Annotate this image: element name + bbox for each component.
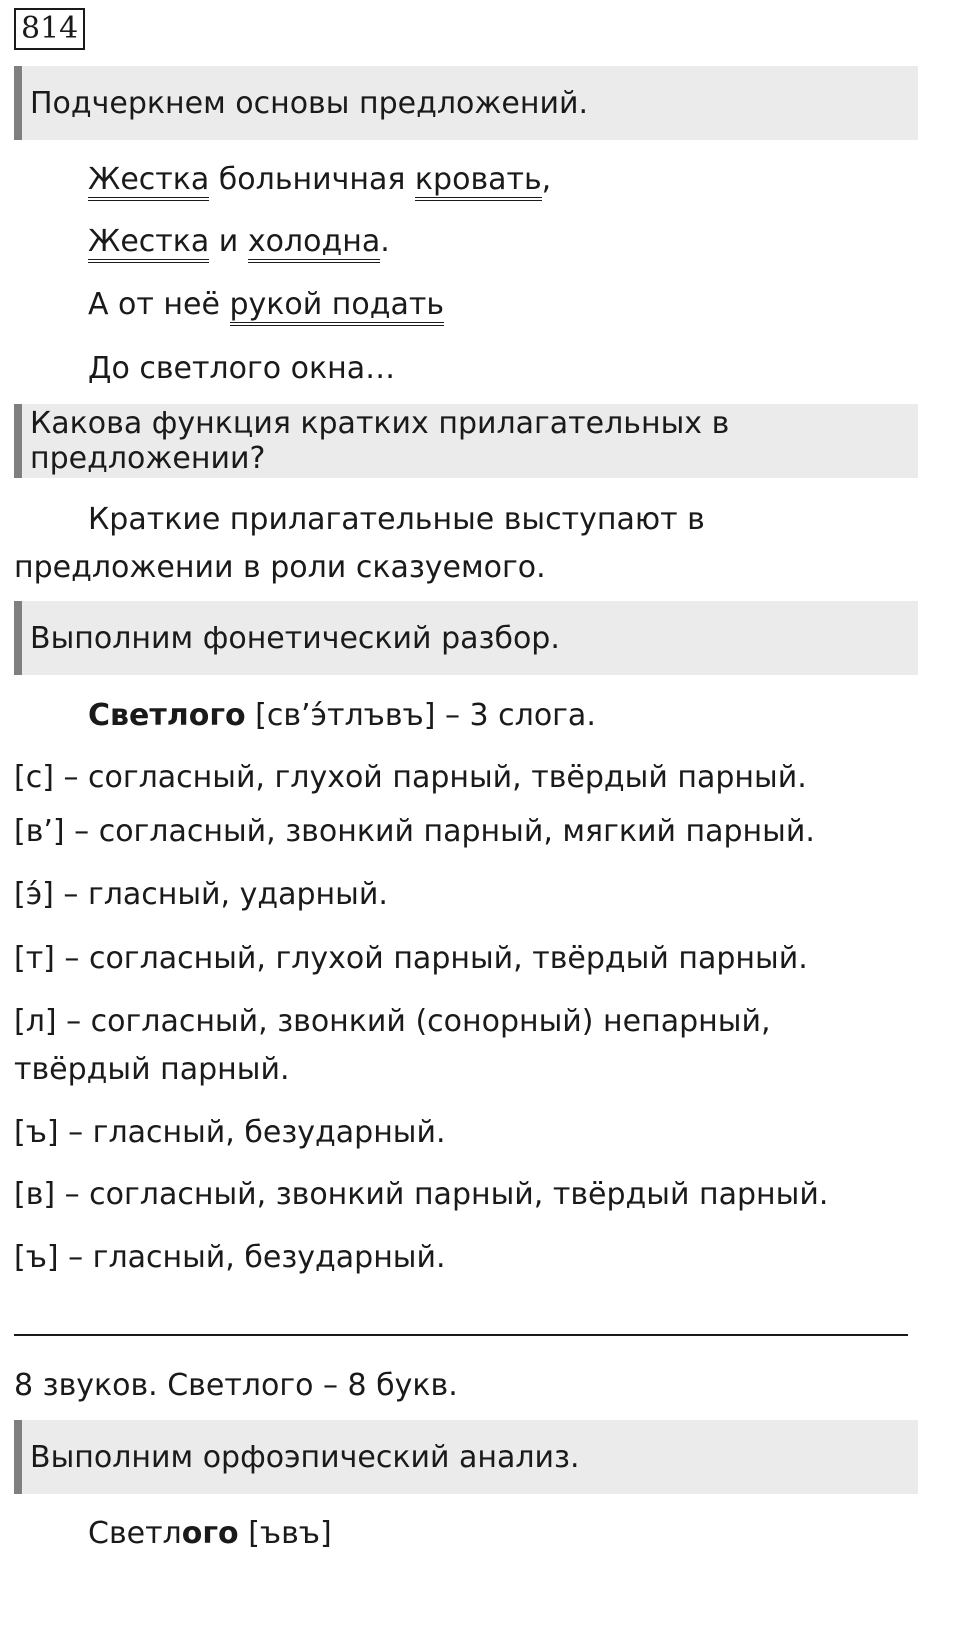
sound-line: [э́] – гласный, ударный. (14, 877, 388, 912)
sound-line: [в] – согласный, звонкий парный, твёрдый парный. (14, 1177, 829, 1212)
sound-line: [л] – согласный, звонкий (сонорный) непарный, твёрдый парный. (14, 1004, 771, 1087)
poem-line-2 (88, 223, 390, 261)
task-bar-phonetic (14, 601, 918, 675)
task-bar-orthoepic (14, 1420, 918, 1494)
exercise-number: 814 (14, 8, 85, 50)
poem-line-3 (88, 286, 444, 324)
task-bar-underline-bases (14, 66, 918, 140)
sound-line: [ъ] – гласный, безударный. (14, 1115, 446, 1150)
poem-punct: , (541, 162, 552, 197)
poem-predicate: холодна (248, 224, 380, 263)
task-text: Выполним фонетический разбор. (30, 620, 560, 656)
poem-punct: . (380, 224, 390, 259)
orthoepic-transcription: [ъвъ] (238, 1516, 332, 1551)
task-text: Какова функция кратких прилагательных в предложении? (30, 406, 730, 476)
poem-subject: Жестка (88, 224, 209, 263)
poem-predicate: кровать (415, 162, 542, 201)
poem-text: До светлого окна… (88, 351, 396, 386)
phonetic-word: Светлого (88, 698, 246, 733)
poem-line-1 (88, 161, 551, 199)
sound-line: [т] – согласный, глухой парный, твёрдый парный. (14, 941, 808, 976)
poem-subject: Жестка (88, 162, 209, 201)
sound-line: [ъ] – гласный, безударный. (14, 1240, 446, 1275)
phonetic-summary: 8 звуков. Светлого – 8 букв. (14, 1368, 458, 1403)
answer-function: Краткие прилагательные выступают в предложении в роли сказуемого. (14, 502, 705, 585)
poem-predicate: рукой подать (230, 287, 445, 326)
task-text: Подчеркнем основы предложений. (30, 85, 588, 121)
sound-line: [с] – согласный, глухой парный, твёрдый парный. (14, 760, 807, 795)
task-text: Выполним орфоэпический анализ. (30, 1439, 580, 1475)
orthoepic-line (88, 1515, 332, 1553)
phonetic-word-line (88, 697, 596, 735)
poem-line-4 (88, 350, 395, 388)
phonetic-transcription: [св’э́тлъвъ] – 3 слога. (245, 698, 596, 733)
poem-text: больничная (209, 162, 415, 197)
poem-text: А от неё (88, 287, 230, 322)
divider-rule (14, 1334, 908, 1336)
sound-line: [в’] – согласный, звонкий парный, мягкий парный. (14, 814, 815, 849)
task-bar-function-question (14, 404, 918, 478)
orthoepic-word-start: Светл (88, 1516, 182, 1551)
orthoepic-word-bold: ого (181, 1516, 239, 1551)
poem-text: и (209, 224, 248, 259)
